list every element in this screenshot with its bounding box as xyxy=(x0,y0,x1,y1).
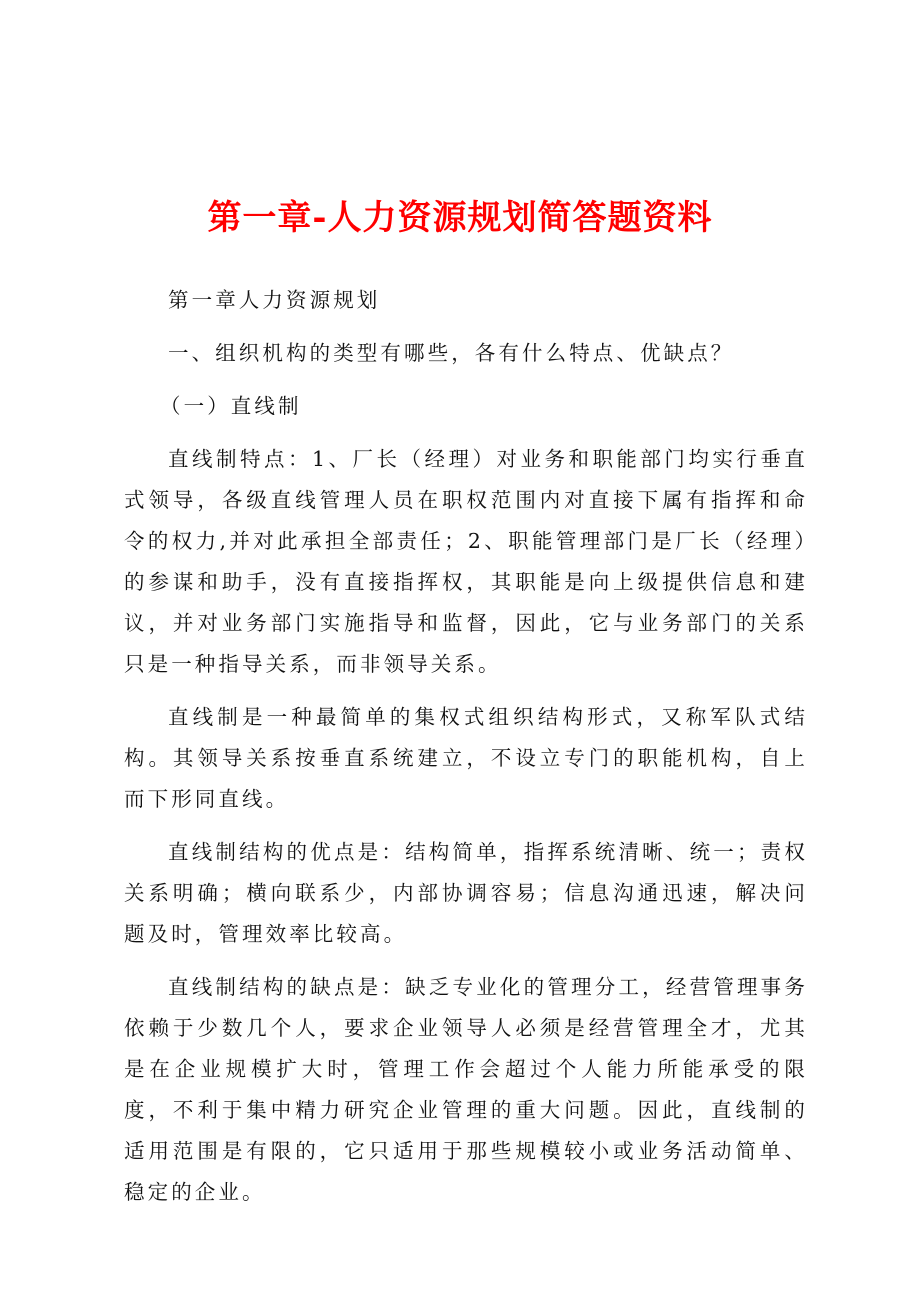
paragraph-advantages: 直线制结构的优点是：结构简单，指挥系统清晰、统一；责权关系明确；横向联系少，内部协调容易；信息沟通迅速，解决问题及时，管理效率比较高。 xyxy=(124,840,808,946)
subsection-heading: （一）直线制 xyxy=(160,394,302,418)
chapter-heading: 第一章人力资源规划 xyxy=(168,288,381,312)
paragraph-disadvantages: 直线制结构的缺点是：缺乏专业化的管理分工，经营管理事务依赖于少数几个人，要求企业领导人必须是经营管理全才，尤其是在企业规模扩大时，管理工作会超过个人能力所能承受的限度，不利于集中精力研究企业管理的重大问题。因此，直线制的适用范围是有限的，它只适用于那些规模较小或业务活动简单、稳定的企业。 xyxy=(124,975,808,1204)
paragraph-characteristics: 直线制特点：1、厂长（经理）对业务和职能部门均实行垂直式领导，各级直线管理人员在职权范围内对直接下属有指挥和命令的权力,并对此承担全部责任；2、职能管理部门是厂长（经理）的参谋和助手，没有直接指挥权，其职能是向上级提供信息和建议，并对业务部门实施指导和监督，因此，它与业务部门的关系只是一种指导关系，而非领导关系。 xyxy=(124,447,808,676)
document-body xyxy=(124,280,808,1225)
paragraph-definition: 直线制是一种最简单的集权式组织结构形式，又称军队式结构。其领导关系按垂直系统建立，不设立专门的职能机构，自上而下形同直线。 xyxy=(124,705,808,811)
document-title: 第一章-人力资源规划简答题资料 xyxy=(207,198,713,238)
question-heading: 一、组织机构的类型有哪些，各有什么特点、优缺点？ xyxy=(168,341,735,365)
